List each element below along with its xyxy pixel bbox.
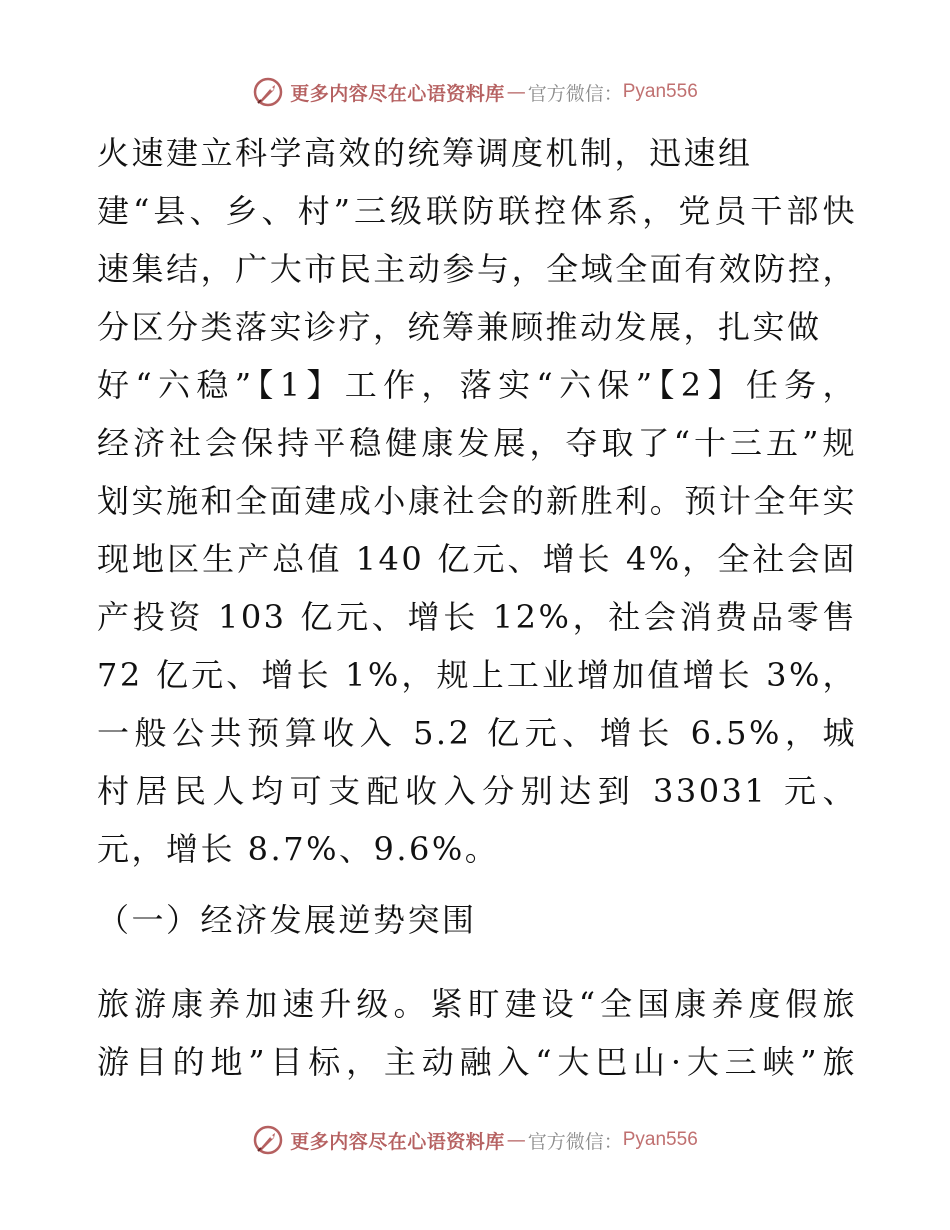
text-line: 一般公共预算收入 5.2 亿元、增长 6.5%，城 <box>97 714 857 752</box>
text-line: 产投资 103 亿元、增长 12%，社会消费品零售 <box>97 598 857 636</box>
text-line: 分区分类落实诊疗，统筹兼顾推动发展，扎实做 <box>97 308 822 346</box>
text-line: 速集结，广大市民主动参与，全域全面有效防控， <box>97 250 857 288</box>
pen-nib-logo-icon <box>252 76 284 108</box>
watermark-separator: — <box>506 81 526 103</box>
watermark-wechat-id: Pyan556 <box>622 1129 698 1150</box>
text-line: 好“六稳”【1】工作，落实“六保”【2】任务， <box>97 366 857 404</box>
text-line: 经济社会保持平稳健康发展，夺取了“十三五”规 <box>97 424 857 462</box>
text-line: 现地区生产总值 140 亿元、增长 4%，全社会固 <box>97 540 857 578</box>
header-watermark <box>0 72 950 112</box>
text-line: 划实施和全面建成小康社会的新胜利。预计全年实 <box>97 482 857 520</box>
pen-nib-logo-icon <box>252 1124 284 1156</box>
text-line: 72 亿元、增长 1%，规上工业增加值增长 3%， <box>97 656 857 694</box>
watermark-wechat-label: 官方微信： <box>527 82 623 105</box>
text-line: 旅游康养加速升级。紧盯建设“全国康养度假旅 <box>97 985 857 1023</box>
watermark-wechat-id: Pyan556 <box>622 81 698 102</box>
watermark-text: 更多内容尽在心语资料库 <box>290 1130 505 1153</box>
paragraph-1 <box>97 124 857 878</box>
watermark-wechat-label: 官方微信： <box>527 1130 623 1153</box>
text-line: 火速建立科学高效的统筹调度机制，迅速组 <box>97 134 753 172</box>
watermark-separator: — <box>506 1129 526 1151</box>
text-line: 建“县、乡、村”三级联防联控体系，党员干部快 <box>97 192 857 230</box>
text-line: 村居民人均可支配收入分别达到 33031 元、 <box>97 772 857 810</box>
watermark-text: 更多内容尽在心语资料库 <box>290 82 505 105</box>
document-body <box>97 124 857 1091</box>
paragraph-2 <box>97 975 857 1091</box>
section-heading: （一）经济发展逆势突围 <box>97 901 477 939</box>
text-line: 元，增长 8.7%、9.6%。 <box>97 830 500 868</box>
footer-watermark <box>0 1120 950 1160</box>
text-line: 游目的地”目标，主动融入“大巴山·大三峡”旅 <box>97 1043 857 1081</box>
